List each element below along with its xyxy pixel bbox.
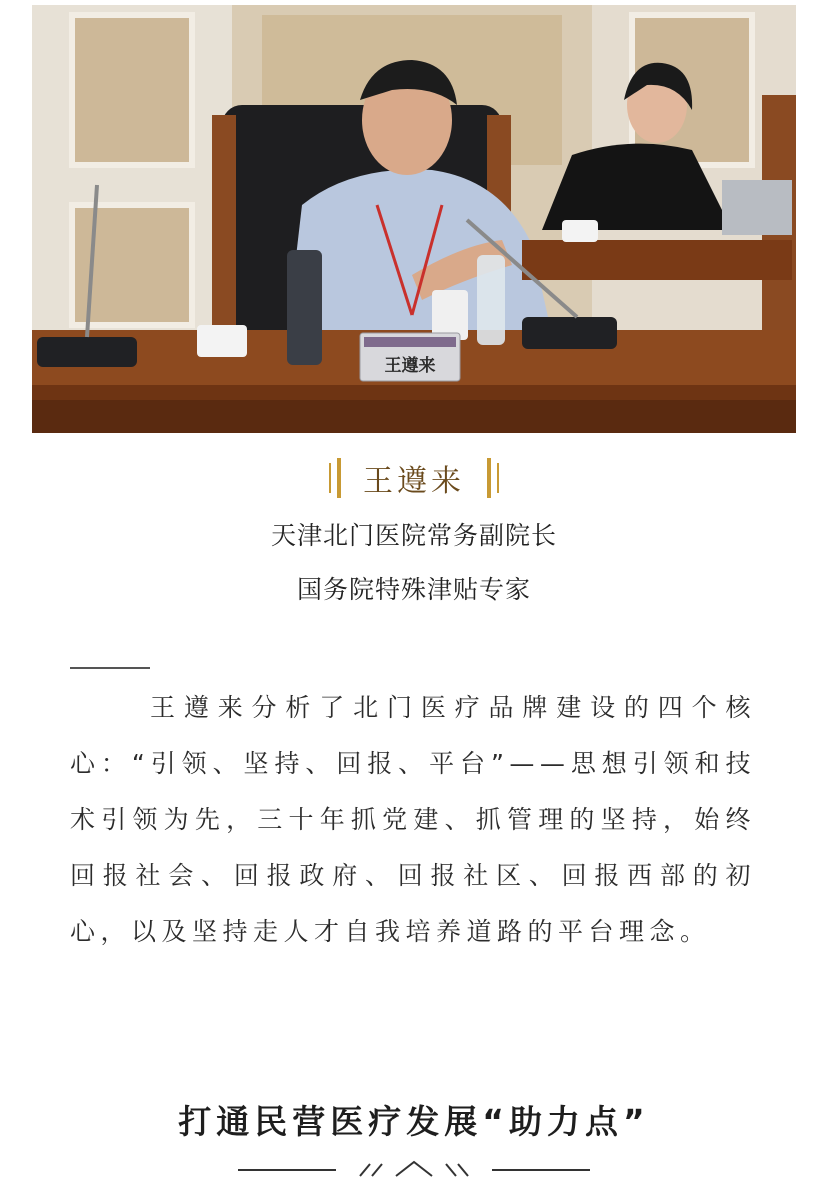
nameplate-text: 王遵来 — [384, 356, 436, 376]
section-decoration — [0, 1158, 828, 1182]
divider-rule — [70, 667, 150, 669]
body-paragraph: 王遵来分析了北门医疗品牌建设的四个核心：“引领、坚持、回报、平台”——思想引领和技术引领为先，三十年抓党建、抓管理的坚持，始终回报社会、回报政府、回报社区、回报西部的初心，以及坚持走人才自我培养道路的平台理念。 — [70, 693, 756, 946]
person-honor: 国务院特殊津贴专家 — [296, 575, 531, 604]
right-gold-bars — [487, 458, 499, 498]
photo-illustration — [32, 5, 796, 433]
left-gold-bars — [329, 458, 341, 498]
section-title: 打通民营医疗发展“助力点” — [178, 1102, 650, 1141]
person-name: 王遵来 — [363, 464, 465, 499]
meeting-photo — [32, 5, 796, 433]
person-position: 天津北门医院常务副院长 — [270, 521, 557, 550]
name-header — [0, 456, 828, 500]
